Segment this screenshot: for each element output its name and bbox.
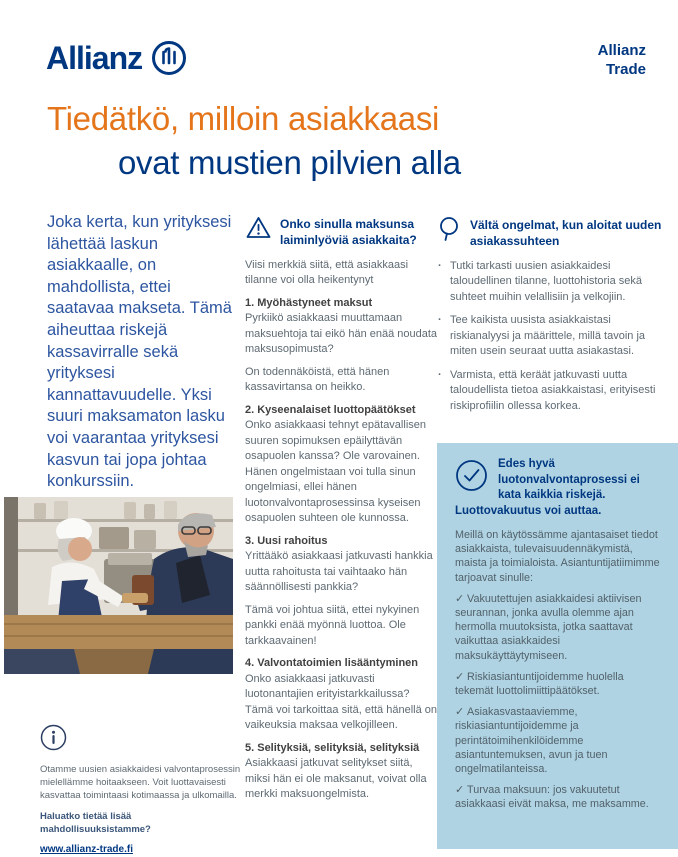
warning-item-paragraph: On todennäköistä, että hänen kassavirtansa on heikko.	[245, 365, 390, 394]
bakery-counter-photo	[4, 497, 233, 674]
warning-item-title: 4. Valvontatoimien lisääntyminen	[245, 657, 418, 670]
unit-line1: Allianz	[597, 42, 646, 59]
info-icon	[40, 724, 242, 751]
new-customer-bullet: · Varmista, että keräät jatkuvasti uutta taloudellista tietoa asiakkaistasi, erityisesti riskiprofiilin ollessa korkea.	[438, 368, 656, 412]
box-lead: Meillä on käytössämme ajantasaiset tiedot asiakkaista, tulevaisuudennäkymistä, maista ja toimialoista. Asiantuntijatiimimme tarjoavat sinulle:	[455, 529, 660, 584]
checkmark-glyph: ✓	[455, 670, 465, 683]
warning-item-paragraph: Tämä voi johtua siitä, ettei nykyinen pankki enää myönnä luottoa. Ole tarkkaavainen!	[245, 603, 420, 647]
warning-column-heading: Onko sinulla maksunsa laiminlyöviä asiakkaita?	[280, 217, 417, 247]
bullet-dot: ·	[438, 259, 442, 272]
new-customer-bullet: · Tutki tarkasti uusien asiakkaidesi taloudellinen tilanne, luottohistoria sekä suhteet muihin velallisiin ja velkojiin.	[438, 259, 643, 303]
warning-item-title: 2. Kyseenalaiset luottopäätökset	[245, 403, 416, 416]
footer-text: Otamme uusien asiakkaidesi valvontaprosessin mielellämme hoitaakseen. Voit luottavaisesti kasvattaa toimintaasi kotimaassa ja ulkomailla.	[40, 764, 241, 802]
checkmark-glyph: ✓	[455, 784, 465, 797]
title-line1: Tiedätkö, milloin asiakkaasi	[47, 100, 440, 137]
box-check-items	[455, 592, 660, 812]
checkmark-glyph: ✓	[455, 592, 465, 605]
page-title	[47, 97, 461, 185]
warning-item-title: 3. Uusi rahoitus	[245, 534, 328, 547]
allianz-logo	[46, 40, 187, 76]
allianz-trade-link[interactable]: www.allianz-trade.fi	[40, 843, 133, 855]
warning-item-paragraph: Onko asiakkaasi jatkuvasti luotonantajien erityistarkkailussa? Tämä voi tarkoittaa sitä, että hänellä on vaikeuksia maksaa velkojilleen.	[245, 672, 437, 732]
new-customer-bullets	[438, 259, 662, 415]
check-circle-icon	[455, 459, 488, 492]
allianz-wordmark: Allianz	[46, 40, 143, 76]
warning-item-paragraph: Onko asiakkaasi tehnyt epätavallisen suuren sopimuksen epäilyttävän osapuolen kanssa? Ole varovainen. Hänen ongelmistaan voi tulla sinun ongelmiasi, ellei hänen luotonvalvontaprosessinsa kyseisen osapuolen suhteen ole kunnossa.	[245, 419, 426, 525]
warning-item-paragraph: Yrittääkö asiakkaasi jatkuvasti hankkia uutta rahoitusta tai vaihtaako hän säännöllisesti pankkia?	[245, 550, 433, 594]
footer-question: Haluatko tietää lisää mahdollisuuksistamme?	[40, 811, 151, 836]
title-line2: ovat mustien pilvien alla	[118, 144, 461, 181]
bullet-dot: ·	[438, 314, 442, 327]
box-check-item: ✓ Asiakasvastaaviemme, riskiasiantuntijoidemme ja perintätoimihenkilöidemme asiantuntemuksen, avun ja tuen ongelmatilanteissa.	[455, 706, 608, 776]
credit-insurance-box	[437, 443, 678, 849]
footer-info	[40, 724, 242, 857]
allianz-eagle-icon	[151, 40, 187, 76]
unit-line2: Trade	[605, 60, 646, 78]
warning-signs-column	[245, 215, 438, 810]
new-customer-bullet: · Tee kaikista uusista asiakkaistasi riskianalyysi ja määrittele, millä tavoin ja miten usein seuraat uutta asiakastasi.	[438, 314, 646, 358]
warning-lead: Viisi merkkiä siitä, että asiakkaasi tilanne voi olla heikentynyt	[245, 258, 409, 287]
box-check-item: ✓ Riskiasiantuntijoidemme huolella tekemät luottolimiittipäätökset.	[455, 670, 624, 698]
warning-item-title: 1. Myöhästyneet maksut	[245, 296, 373, 309]
new-customer-column	[438, 216, 662, 422]
bullet-dot: ·	[438, 368, 442, 381]
box-check-item: ✓ Vakuutettujen asiakkaidesi aktiivisen seurannan, jonka avulla olemme ajan hermolla muutoksista, jotka saattavat vaikuttaa asiakkaidesi maksukäyttäytymiseen.	[455, 592, 642, 662]
new-customer-heading: Vältä ongelmat, kun aloitat uuden asiakassuhteen	[470, 218, 662, 248]
allianz-trade-wordmark	[598, 42, 646, 80]
checkmark-glyph: ✓	[455, 706, 465, 719]
warning-item-paragraph: Pyrkiikö asiakkaasi muuttamaan maksuehtoja tai eikö hän enää noudata maksusopimusta?	[245, 312, 438, 356]
warning-item-title: 5. Selityksiä, selityksiä, selityksiä	[245, 741, 420, 754]
magnifier-icon	[438, 216, 462, 250]
warning-items	[245, 296, 438, 803]
box-check-item: ✓ Turvaa maksuun: jos vakuutetut asiakkaasi eivät maksa, me maksamme.	[455, 784, 649, 811]
warning-icon	[245, 215, 272, 249]
warning-item-paragraph: Asiakkaasi jatkuvat selitykset siitä, miksi hän ei ole maksanut, voivat olla merkki maksuongelmista.	[245, 757, 427, 801]
box-heading: Edes hyvä luotonvalvontaprosessi ei kata kaikkia riskejä. Luottovakuutus voi auttaa.	[455, 458, 640, 517]
intro-paragraph: Joka kerta, kun yrityksesi lähettää laskun asiakkaalle, on mahdollista, ettei saatavaa makseta. Tämä aiheuttaa riskejä kassavirralle sekä yrityksesi kannattavuudelle. Yksi suuri maksamaton lasku voi vaarantaa yrityksesi kasvun tai jopa johtaa konkurssiin.	[47, 213, 232, 491]
